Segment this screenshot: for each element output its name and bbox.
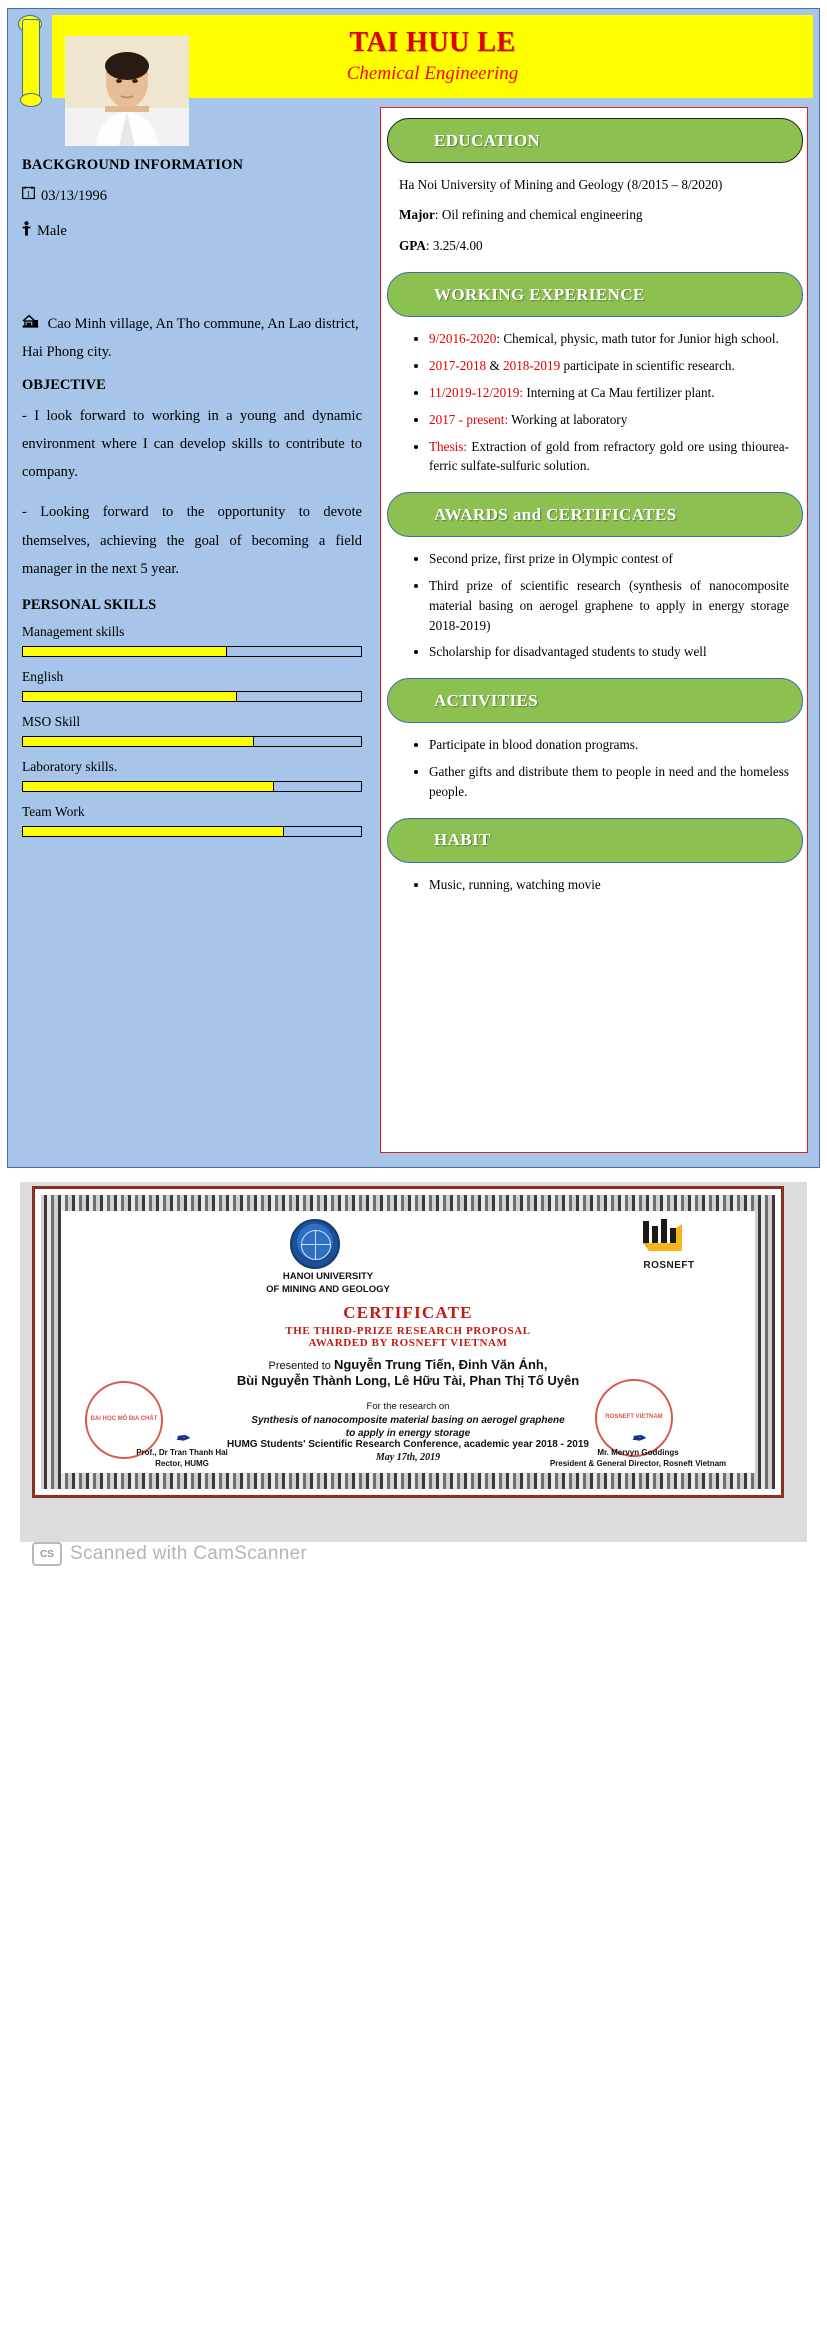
section-header-habit (387, 818, 803, 863)
recipient-names-line-1: Nguyễn Trung Tiến, Đinh Văn Ánh, (333, 1357, 548, 1372)
experience-date: 11/2019-12/2019: (429, 384, 524, 400)
skill-item (22, 669, 362, 702)
certificate-date: May 17th, 2019 (375, 1452, 441, 1463)
experience-date: 2017-2018 (429, 358, 487, 374)
right-stamp-text: ROSNEFT VIETNAM (605, 1414, 663, 1421)
right-panel (380, 107, 808, 1153)
habit-list (399, 875, 789, 895)
left-column (22, 157, 362, 849)
background-information-heading: BACKGROUND INFORMATION (22, 157, 244, 173)
experience-date-2: 2018-2019 (503, 358, 561, 374)
right-signer-name: Mr. Mervyn Goddings (597, 1448, 679, 1458)
left-signer-title: Rector, HUMG (155, 1458, 209, 1468)
university-line-2: OF MINING AND GEOLOGY (266, 1283, 390, 1295)
objective-paragraph-2: - Looking forward to the opportunity to devote themselves, achieving the goal of becoming a field manager in the next 5 year. (22, 504, 362, 577)
university-seal-icon (290, 1219, 340, 1269)
gender-value: Male (37, 223, 67, 240)
skill-progress-bar (22, 646, 362, 657)
certificate-university (198, 1271, 458, 1297)
birthdate-row (22, 186, 362, 207)
awards-list (399, 549, 789, 662)
activities-list (399, 735, 789, 801)
for-research-label: For the research on (366, 1401, 450, 1412)
section-title: ACTIVITIES (434, 690, 539, 710)
skill-progress-bar (22, 826, 362, 837)
section-title: EDUCATION (434, 130, 541, 150)
certificate-conference: HUMG Students' Scientific Research Conference, academic year 2018 - 2019 (227, 1439, 589, 1450)
experience-text: Working at laboratory (508, 411, 628, 427)
section-title: WORKING EXPERIENCE (434, 284, 645, 304)
signature-mark-icon: ✒ (174, 1429, 190, 1449)
list-item (429, 356, 789, 376)
education-major-value: : Oil refining and chemical engineering (434, 207, 643, 223)
skill-progress-fill (23, 692, 237, 701)
list-item: • Music, running, watching movie (429, 875, 789, 895)
education-gpa-label: GPA (399, 237, 426, 253)
list-item: • Third prize of scientific research (synthesis of nanocomposite material basing on aerogel graphene to apply in energy storage 2018-2019) (429, 576, 789, 635)
address-row (22, 310, 362, 367)
certificate-title-block (61, 1303, 755, 1349)
education-gpa-value: : 3.25/4.00 (425, 237, 483, 253)
skill-label: Management skills (22, 624, 125, 640)
list-item: • Participate in blood donation programs. (429, 735, 789, 755)
certificate-scan-area (20, 1182, 807, 1542)
certificate-content (61, 1211, 755, 1473)
home-icon (22, 316, 43, 332)
calendar-icon (22, 186, 35, 204)
section-title: HABIT (434, 830, 491, 850)
right-signer-title: President & General Director, Rosneft Vietnam (549, 1458, 727, 1468)
signature-mark-icon: ✒ (630, 1429, 646, 1449)
list-item: • Second prize, first prize in Olympic contest of (429, 549, 789, 569)
certificate-subtitle-2: AWARDED BY ROSNEFT VIETNAM (308, 1337, 508, 1349)
camscanner-watermark (32, 1542, 307, 1566)
avatar (65, 36, 189, 146)
awards-body (387, 549, 801, 678)
certificate (32, 1186, 784, 1498)
skill-label: Team Work (22, 804, 85, 820)
skill-label: English (22, 669, 64, 685)
skill-progress-fill (23, 737, 254, 746)
left-signer-name: Prof., Dr Tran Thanh Hai (136, 1448, 228, 1458)
header-subtitle: Chemical Engineering (346, 63, 519, 85)
page-title: TAI HUU LE (349, 26, 516, 58)
research-title-line-1: Synthesis of nanocomposite material basing on aerogel graphene (251, 1414, 565, 1426)
section-header-activities (387, 678, 803, 723)
list-item: • Scholarship for disadvantaged students to study well (429, 642, 789, 662)
university-line-1: HANOI UNIVERSITY (282, 1271, 374, 1282)
person-icon (22, 221, 31, 240)
objective-paragraph-1: - I look forward to working in a young and dynamic environment where I can develop skills to contribute to company. (22, 407, 362, 481)
svg-text:1: 1 (26, 189, 31, 199)
list-item (429, 437, 789, 477)
experience-date: Thesis: (429, 438, 468, 454)
skill-progress-bar (22, 781, 362, 792)
cv-card (7, 8, 820, 1168)
section-header-education (387, 118, 803, 163)
skill-item (22, 624, 362, 657)
experience-date: 2017 - present: (429, 411, 509, 427)
skill-label: Laboratory skills. (22, 759, 118, 775)
activities-body (387, 735, 801, 817)
certificate-subtitle-1: THE THIRD-PRIZE RESEARCH PROPOSAL (285, 1325, 531, 1337)
skill-item (22, 759, 362, 792)
list-item (429, 383, 789, 403)
working-experience-body (387, 329, 801, 492)
certificate-title: CERTIFICATE (343, 1303, 473, 1322)
experience-mid: & (486, 358, 504, 374)
experience-text: participate in scientific research. (560, 358, 735, 374)
sponsor-name: ROSNEFT (643, 1260, 695, 1271)
personal-skills-heading: PERSONAL SKILLS (22, 597, 157, 614)
birthdate-value: 03/13/1996 (41, 188, 108, 204)
right-signature-block (533, 1428, 743, 1469)
skill-progress-fill (23, 827, 284, 836)
left-signature-block (77, 1428, 287, 1469)
education-body (387, 175, 801, 272)
skill-item (22, 804, 362, 837)
skill-progress-fill (23, 647, 227, 656)
address-value: Cao Minh village, An Tho commune, An Lao district, Hai Phong city. (22, 316, 359, 361)
camscanner-text: Scanned with CamScanner (70, 1543, 308, 1564)
section-header-awards (387, 492, 803, 537)
rosneft-logo (637, 1217, 701, 1271)
section-title: AWARDS and CERTIFICATES (434, 504, 677, 524)
objective-heading: OBJECTIVE (22, 376, 106, 393)
skill-label: MSO Skill (22, 714, 81, 730)
education-school: Ha Noi University of Mining and Geology (8/2015 – 8/2020) (399, 177, 723, 192)
experience-date: 9/2016-2020 (429, 331, 497, 347)
recipient-names-line-2: Bùi Nguyễn Thành Long, Lê Hữu Tài, Phan Thị Tố Uyên (236, 1373, 580, 1388)
experience-text: Interning at Ca Mau fertilizer plant. (523, 384, 715, 400)
scroll-ribbon-decoration (14, 13, 50, 105)
education-gpa (399, 236, 789, 256)
left-stamp-text: ĐẠI HỌC MỎ ĐỊA CHẤT (90, 1416, 158, 1423)
camscanner-badge-icon: CS (32, 1542, 62, 1566)
skill-item (22, 714, 362, 747)
education-major (399, 205, 789, 225)
education-major-label: Major (399, 207, 435, 223)
working-experience-list (399, 329, 789, 476)
skill-progress-fill (23, 782, 274, 791)
section-header-working-experience (387, 272, 803, 317)
list-item: • Gather gifts and distribute them to people in need and the homeless people. (429, 762, 789, 802)
habit-body (387, 875, 801, 911)
list-item (429, 329, 789, 349)
gender-row (22, 221, 362, 242)
presented-label: Presented to (268, 1360, 334, 1372)
experience-text: : Chemical, physic, math tutor for Junior high school. (496, 331, 779, 347)
skill-progress-bar (22, 691, 362, 702)
list-item (429, 410, 789, 430)
experience-text: Extraction of gold from refractory gold ore using thiourea-ferric sulfate-sulfuric solution. (429, 438, 789, 474)
research-title-line-2: to apply in energy storage (345, 1428, 471, 1440)
skill-progress-bar (22, 736, 362, 747)
